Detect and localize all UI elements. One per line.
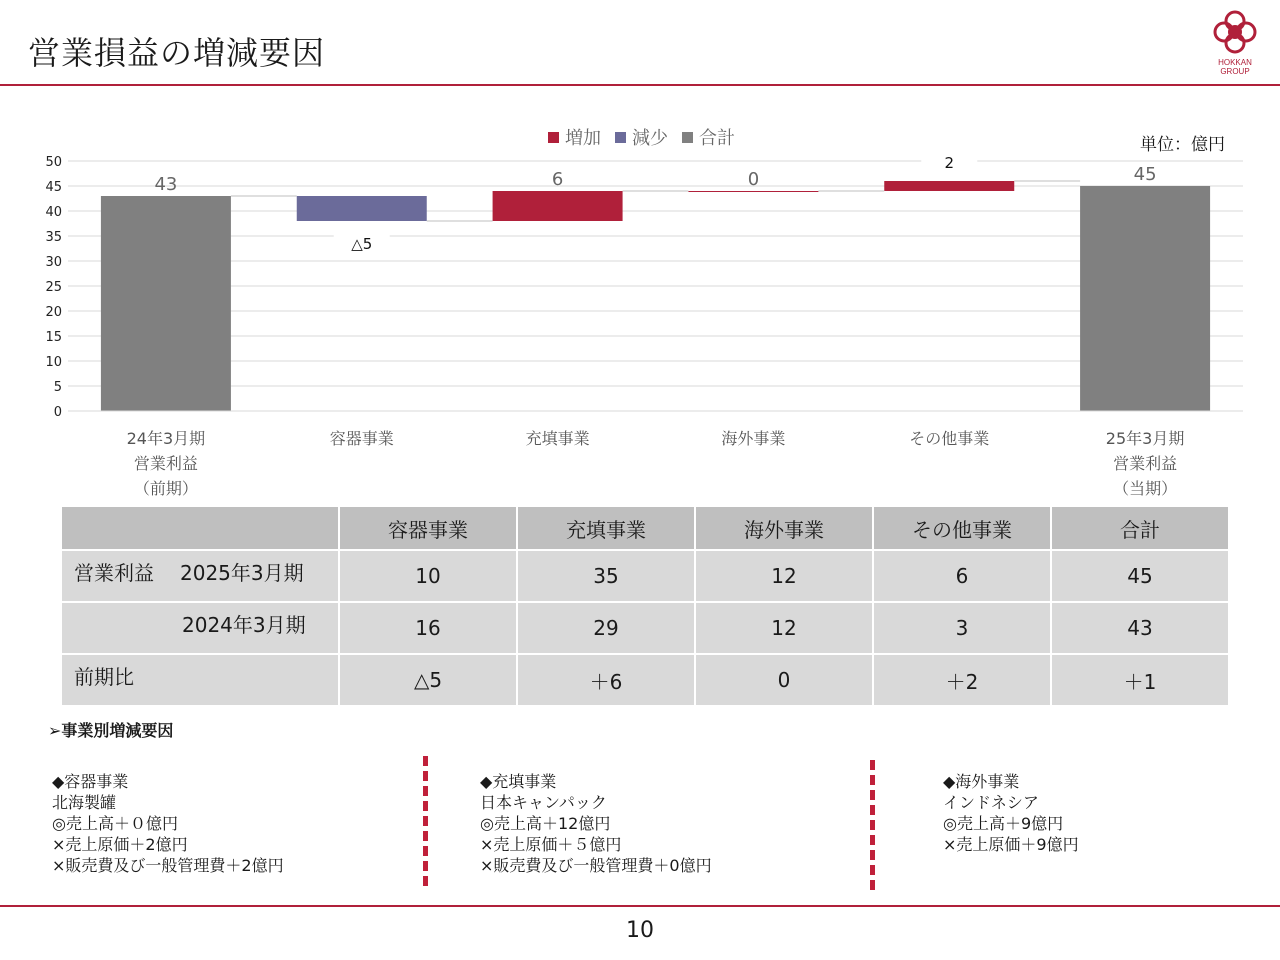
factor-line: ◆容器事業 bbox=[52, 772, 129, 791]
factor-line: インドネシア bbox=[943, 793, 1039, 812]
page-number: 10 bbox=[626, 918, 654, 943]
table-header-cell: その他事業 bbox=[873, 506, 1051, 550]
table-cell: 0 bbox=[695, 654, 873, 706]
data-label: 45 bbox=[1133, 164, 1157, 185]
bar-total bbox=[101, 196, 231, 411]
factors-heading: ➢事業別増減要因 bbox=[48, 721, 174, 740]
bar-total bbox=[1080, 186, 1210, 411]
factor-line: ◆充填事業 bbox=[480, 772, 557, 791]
bar-increase bbox=[884, 181, 1014, 191]
table-cell: 45 bbox=[1051, 550, 1229, 602]
y-tick-label: 40 bbox=[45, 205, 62, 220]
table-corner-cell bbox=[61, 506, 339, 550]
table-cell: ＋6 bbox=[517, 654, 695, 706]
row-label-primary: 前期比 bbox=[74, 665, 134, 689]
row-label-period: 2025年3月期 bbox=[180, 561, 304, 585]
logo-text-line1: HOKKAN bbox=[1218, 58, 1252, 67]
table-cell: 6 bbox=[873, 550, 1051, 602]
factor-line: ×売上原価＋9億円 bbox=[943, 835, 1079, 854]
x-tick-label: 容器事業 bbox=[329, 429, 394, 448]
chart-legend bbox=[548, 124, 735, 150]
table-row-label bbox=[61, 654, 339, 706]
hokkan-logo bbox=[1208, 10, 1262, 76]
y-tick-label: 15 bbox=[45, 330, 62, 345]
table-cell: 43 bbox=[1051, 602, 1229, 654]
data-label: 6 bbox=[551, 169, 564, 190]
table-cell: 3 bbox=[873, 602, 1051, 654]
x-tick-label: 25年3月期 営業利益 （当期） bbox=[1105, 429, 1185, 498]
table-cell: 29 bbox=[517, 602, 695, 654]
table-row-label bbox=[61, 550, 339, 602]
page-title: 営業損益の増減要因 bbox=[28, 34, 326, 72]
table-row bbox=[61, 654, 1229, 706]
x-tick-label: 24年3月期 営業利益 （前期） bbox=[126, 429, 206, 498]
factor-block-container bbox=[52, 771, 284, 876]
table-cell: ＋1 bbox=[1051, 654, 1229, 706]
table-header-cell: 充填事業 bbox=[517, 506, 695, 550]
factor-block-filling bbox=[480, 771, 712, 876]
legend-increase bbox=[548, 124, 601, 150]
footer-divider bbox=[0, 905, 1280, 907]
table-cell: 12 bbox=[695, 550, 873, 602]
x-tick-label: 海外事業 bbox=[721, 429, 786, 448]
data-label: 0 bbox=[747, 169, 760, 190]
legend-swatch-decrease bbox=[615, 132, 626, 143]
factor-line: ◎売上高＋12億円 bbox=[480, 814, 611, 833]
y-tick-label: 5 bbox=[53, 380, 62, 395]
data-label: 2 bbox=[944, 154, 955, 172]
y-tick-label: 30 bbox=[45, 255, 62, 270]
factor-line: ◎売上高＋０億円 bbox=[52, 814, 178, 833]
table-row bbox=[61, 550, 1229, 602]
data-label: 43 bbox=[154, 174, 178, 195]
row-label-period: 2024年3月期 bbox=[182, 613, 306, 637]
x-tick-label: その他事業 bbox=[909, 429, 990, 448]
factor-line: ◎売上高＋9億円 bbox=[943, 814, 1064, 833]
table-cell: ＋2 bbox=[873, 654, 1051, 706]
table-row bbox=[61, 602, 1229, 654]
factor-line: ◆海外事業 bbox=[943, 772, 1020, 791]
data-label: △5 bbox=[351, 235, 373, 253]
legend-label-decrease: 減少 bbox=[632, 128, 668, 149]
legend-label-total: 合計 bbox=[699, 128, 735, 149]
factor-line: ×販売費及び一般管理費＋2億円 bbox=[52, 856, 284, 875]
table-header-cell: 容器事業 bbox=[339, 506, 517, 550]
table-header-cell: 合計 bbox=[1051, 506, 1229, 550]
bar-increase bbox=[493, 191, 623, 221]
table-cell: △5 bbox=[339, 654, 517, 706]
legend-swatch-increase bbox=[548, 132, 559, 143]
legend-swatch-total bbox=[682, 132, 693, 143]
factor-divider-1 bbox=[423, 756, 428, 886]
unit-label: 単位：億円 bbox=[1140, 135, 1225, 155]
factor-line: 北海製罐 bbox=[52, 793, 117, 812]
table-header-cell: 海外事業 bbox=[695, 506, 873, 550]
table-cell: 10 bbox=[339, 550, 517, 602]
y-tick-label: 10 bbox=[45, 355, 62, 370]
logo-text-line2: GROUP bbox=[1220, 67, 1250, 76]
flower-logo-icon bbox=[1213, 10, 1257, 54]
x-tick-label: 充填事業 bbox=[525, 429, 590, 448]
y-tick-label: 35 bbox=[45, 230, 62, 245]
table-row-label bbox=[61, 602, 339, 654]
profit-table bbox=[60, 505, 1230, 707]
y-tick-label: 0 bbox=[53, 405, 62, 420]
factor-divider-2 bbox=[870, 760, 875, 890]
table-cell: 16 bbox=[339, 602, 517, 654]
legend-total bbox=[682, 124, 735, 150]
factor-block-overseas bbox=[943, 771, 1079, 855]
legend-label-increase: 増加 bbox=[565, 128, 601, 149]
factor-line: ×売上原価＋2億円 bbox=[52, 835, 188, 854]
table-header-row bbox=[61, 506, 1229, 550]
factor-line: ×売上原価＋５億円 bbox=[480, 835, 622, 854]
y-tick-label: 50 bbox=[45, 155, 62, 170]
header-divider bbox=[0, 84, 1280, 86]
y-tick-label: 45 bbox=[45, 180, 62, 195]
bar-increase bbox=[688, 191, 818, 192]
y-tick-label: 25 bbox=[45, 280, 62, 295]
waterfall-chart bbox=[0, 150, 1280, 420]
table-cell: 35 bbox=[517, 550, 695, 602]
legend-decrease bbox=[615, 124, 668, 150]
y-tick-label: 20 bbox=[45, 305, 62, 320]
bar-decrease bbox=[297, 196, 427, 221]
row-label-primary: 営業利益 bbox=[74, 561, 154, 585]
factor-line: 日本キャンパック bbox=[480, 793, 607, 812]
table-cell: 12 bbox=[695, 602, 873, 654]
factor-line: ×販売費及び一般管理費＋0億円 bbox=[480, 856, 712, 875]
